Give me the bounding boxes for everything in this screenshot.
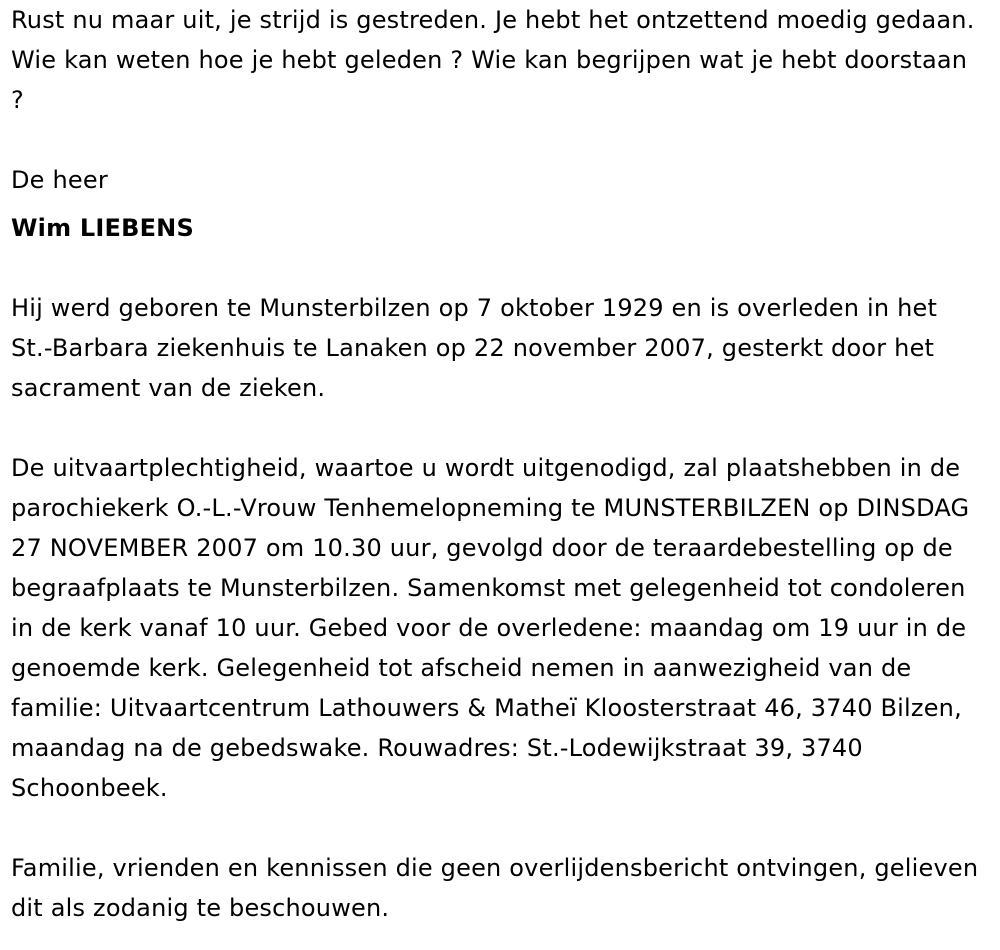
funeral-paragraph: De uitvaartplechtigheid, waartoe u wordt uitgenodigd, zal plaatshebben in de parochiekerk O.-L.-Vrouw Tenhemelopneming te MUNSTERBILZEN op DINSDAG 27 NOVEMBER 2007 om 10.30 uur, gevolgd door de teraardebestelling op de begraafplaats te Munsterbilzen. Samenkomst met gelegenheid tot condoleren in de kerk vanaf 10 uur. Gebed voor de overledene: maandag om 19 uur in de genoemde kerk. Gelegenheid tot afscheid nemen in aanwezigheid van de familie: Uitvaartcentrum Lathouwers & Matheï Kloosterstraat 46, 3740 Bilzen, maandag na de gebedswake. Rouwadres: St.-Lodewijkstraat 39, 3740 Schoonbeek. (11, 454, 970, 802)
closing-paragraph: Familie, vrienden en kennissen die geen overlijdensbericht ontvingen, gelieven dit als zodanig te beschouwen. (11, 854, 979, 922)
spacer (11, 408, 986, 448)
obituary-text (11, 0, 986, 928)
birth-death-paragraph: Hij werd geboren te Munsterbilzen op 7 oktober 1929 en is overleden in het St.-Barbara ziekenhuis te Lanaken op 22 november 2007, gesterkt door het sacrament van de zieken. (11, 294, 938, 402)
spacer (11, 120, 986, 160)
intro-paragraph: Rust nu maar uit, je strijd is gestreden. Je hebt het ontzettend moedig gedaan. Wie kan weten hoe je hebt geleden ? Wie kan begrijpen wat je hebt doorstaan ? (11, 6, 975, 114)
deceased-name: Wim LIEBENS (11, 214, 194, 242)
spacer (11, 808, 986, 848)
spacer (11, 248, 986, 288)
salutation: De heer (11, 166, 108, 194)
